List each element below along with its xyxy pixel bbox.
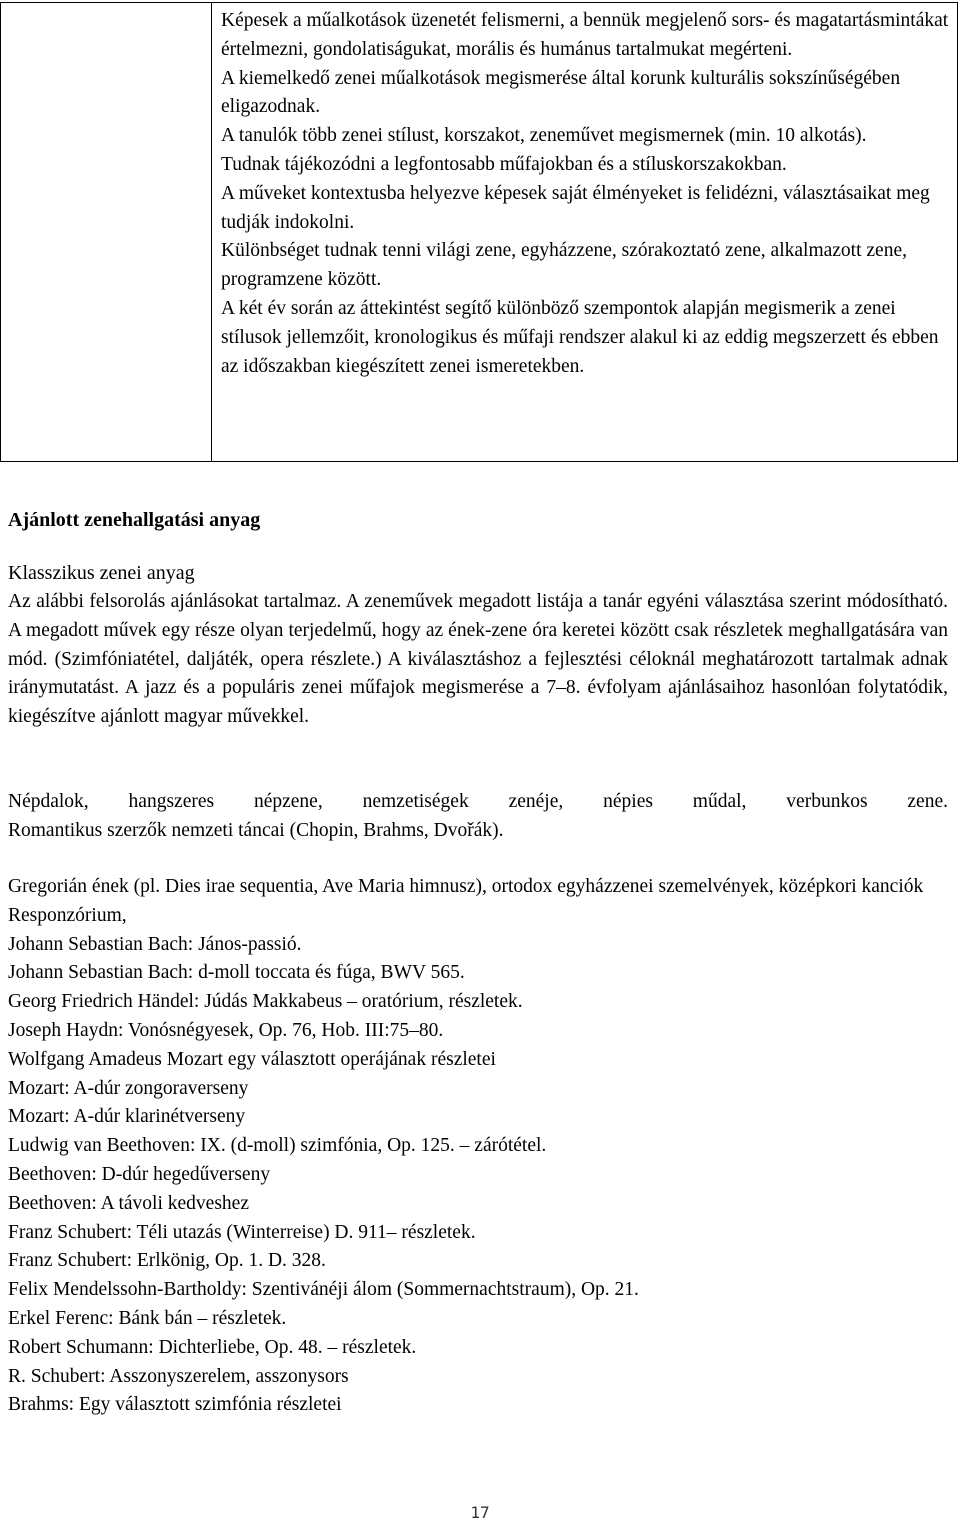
list-item: Gregorián ének (pl. Dies irae sequentia, Ave Maria himnusz), ortodox egyházzenei szemelvények, középkori kanciók xyxy=(8,876,924,897)
intro-paragraph: Az alábbi felsorolás ajánlásokat tartalmaz. A zeneművek megadott listája a tanár egyéni választása szerint módosítható. A megadott művek egy része olyan terjedelmű, hogy az ének-zene óra keretei között csak részletek meghallgatására van mód. (Szimfóniatétel, daljáték, opera részlete.) A kiválasztáshoz a fejlesztési céloknál meghatározott tartalmak adnak iránymutatást. A jazz és a populáris zenei műfajok megismerése a 7–8. évfolyam ajánlásaihoz hasonlóan folytatódik, kiegészítve ajánlott magyar művekkel. xyxy=(8,591,948,728)
folk-line: Népdalok, hangszeres népzene, nemzetiségek zenéje, népies műdal, verbunkos zene. xyxy=(8,791,948,812)
list-item: Johann Sebastian Bach: János-passió. xyxy=(8,933,302,955)
list-item: Johann Sebastian Bach: d-moll toccata és fúga, BWV 565. xyxy=(8,962,465,984)
list-item: Franz Schubert: Erlkönig, Op. 1. D. 328. xyxy=(8,1250,326,1272)
list-item: Robert Schumann: Dichterliebe, Op. 48. – részletek. xyxy=(8,1336,417,1358)
list-item: Georg Friedrich Händel: Júdás Makkabeus – oratórium, részletek. xyxy=(8,991,523,1013)
goal-paragraph: A kiemelkedő zenei műalkotások megismerése által korunk kulturális sokszínűségében eligazodnak. xyxy=(221,67,901,118)
goals-cell xyxy=(221,7,951,381)
list-item: Ludwig van Beethoven: IX. (d-moll) szimfónia, Op. 125. – zárótétel. xyxy=(8,1135,547,1157)
section-title: Ajánlott zenehallgatási anyag xyxy=(8,509,261,531)
list-item: Felix Mendelssohn-Bartholdy: Szentivánéji álom (Sommernachtstraum), Op. 21. xyxy=(8,1279,639,1301)
list-item: Wolfgang Amadeus Mozart egy választott operájának részletei xyxy=(8,1048,496,1070)
works-list xyxy=(8,873,948,1420)
list-item: Responzórium, xyxy=(8,904,127,926)
goal-paragraph: A két év során az áttekintést segítő különböző szempontok alapján megismerik a zenei stílusok jellemzőit, kronologikus és műfaji rendszer alakul ki az eddig megszerzett és ebben az időszakban kiegészített zenei ismeretekben. xyxy=(221,297,939,377)
list-item: Beethoven: A távoli kedveshez xyxy=(8,1192,249,1214)
list-item: Mozart: A-dúr klarinétverseny xyxy=(8,1106,246,1128)
folk-paragraph xyxy=(8,788,948,846)
list-item: Beethoven: D-dúr hegedűverseny xyxy=(8,1163,271,1185)
table-column-divider xyxy=(211,3,212,461)
list-item: R. Schubert: Asszonyszerelem, asszonysors xyxy=(8,1365,349,1387)
list-item: Brahms: Egy választott szimfónia részletei xyxy=(8,1394,342,1416)
goal-paragraph: Tudnak tájékozódni a legfontosabb műfajokban és a stíluskorszakokban. xyxy=(221,153,787,175)
folk-line: Romantikus szerzők nemzeti táncai (Chopin, Brahms, Dvořák). xyxy=(8,819,504,841)
page-number: 17 xyxy=(470,1503,490,1522)
goal-paragraph: A tanulók több zenei stílust, korszakot, zeneművet megismernek (min. 10 alkotás). xyxy=(221,125,867,147)
goal-paragraph: Különbséget tudnak tenni világi zene, egyházzene, szórakoztató zene, alkalmazott zene, programzene között. xyxy=(221,240,907,291)
list-item: Franz Schubert: Téli utazás (Winterreise) D. 911– részletek. xyxy=(8,1221,476,1243)
list-item: Mozart: A-dúr zongoraverseny xyxy=(8,1077,249,1099)
section-subtitle: Klasszikus zenei anyag xyxy=(8,562,195,584)
goal-paragraph: Képesek a műalkotások üzenetét felismerni, a bennük megjelenő sors- és magatartásmintákat értelmezni, gondolatiságukat, morális és humánus tartalmukat megérteni. xyxy=(221,10,949,60)
list-item: Erkel Ferenc: Bánk bán – részletek. xyxy=(8,1307,287,1329)
goals-table xyxy=(0,2,958,462)
goal-paragraph: A műveket kontextusba helyezve képesek saját élményeket is felidézni, választásaikat meg tudják indokolni. xyxy=(221,182,930,233)
list-item: Joseph Haydn: Vonósnégyesek, Op. 76, Hob. III:75–80. xyxy=(8,1019,444,1041)
